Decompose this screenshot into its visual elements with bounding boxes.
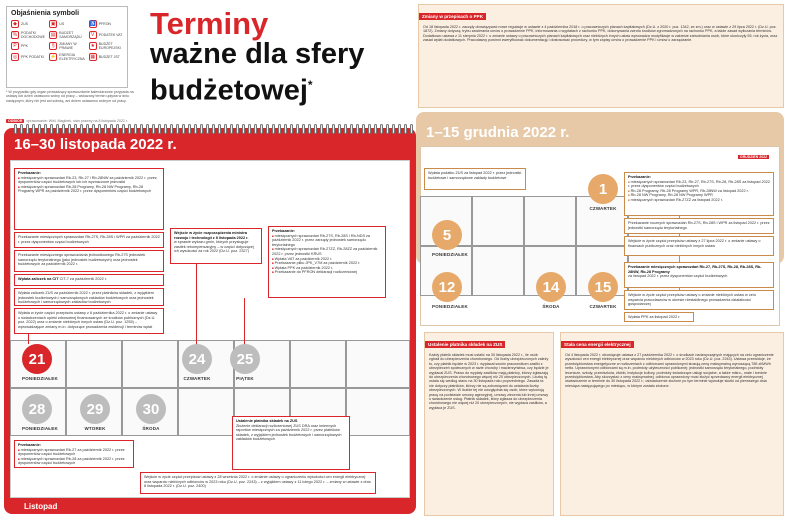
day-cell [178, 388, 234, 436]
day-15 [588, 272, 618, 309]
note-21-jst: Przekazanie miesięcznego sprawozdania jednostkowego Rb-27S jednostek samorządu terytorialnego (jako jednostek budżetowych) oraz jednostek budżetowych za październik 2022 r. [14, 250, 164, 272]
panel-zus-title: Ustalenie płatnika składek na ZUS [425, 341, 505, 348]
legend-item: ▤ BUDŻET SAMORZĄDU [50, 31, 82, 39]
ppk2-icon: ◎ [12, 54, 18, 60]
note-30-zus: Ustalenie płatnika składek na ZUS Złożenie deklaracji rozliczeniowej ZUS DRA oraz imiennych raportów miesięcznych za październik 2022 r. przez płatników składek, z wyjątkiem jednostek budżetowych i samorządowych zakładów budżetowych [232, 416, 350, 470]
day-12 [432, 272, 468, 309]
credits-tag: ODBIÓR [8, 119, 23, 123]
day-name: CZWARTEK [589, 206, 617, 211]
legend-item: § ZMIANY W PRAWIE [49, 42, 84, 50]
note-24-law: Wejście w życie rozporządzenia ministra rozwoju i technologii z 8 listopada 2022 r. w sprawie wykazu gmin, których przysługuje zasiłek rekompensacyjny – w części dotyczącej ich wysokości za rok 2022 (Dz.U. poz. 2327) [170, 228, 262, 264]
legend-box [6, 6, 128, 88]
legend-item: ◎ PPK PODATKI [12, 54, 45, 60]
day-21 [22, 344, 58, 381]
legend-title: Objaśnienia symboli [11, 10, 80, 17]
legend-item: ★ BUDŻET EUROPEJSKI [90, 42, 121, 50]
note-15-ppk: Wpłata PPK za listopad 2022 r. [624, 312, 694, 322]
note-15-law: Wejście w życie części przepisów ustawy o zmianie niektórych ustaw w celu wsparcia pracodawców w okresie niestabilnego prowadzenia działalności gospodarczej [624, 290, 774, 310]
day-number: 24 [182, 344, 212, 374]
us-icon: ▣ [50, 21, 56, 27]
budzet-icon: ▤ [50, 32, 56, 38]
note-1-rb27s: Przekazanie rocznych sprawozdań Rb-27S, Rb-28S i WPR za listopad 2022 r. przez jednostki samorządu terytorialnego [624, 218, 774, 234]
day-30 [136, 394, 166, 431]
day-cell [122, 340, 178, 388]
legend-item: ▦ BUDŻET JST [90, 54, 120, 60]
note-21-reports: Przekazanie: ■ miesięcznych sprawozdań Rb-23, Rb-27 i Rb-28NW za październik 2022 r. przez dysponentów części budżetowych lub ich wyznaczone jednostki ■ miesięcznych sprawozdań Rb-28 Programy, Rb-28 NW Programy, Rb-28 Programy WPR za październik 2022 r. przez dysponentów części budżetowych [14, 168, 164, 230]
note-15-reports: Przekazanie miesięcznych sprawozdań Rb-27, Rb-27S, Rb-28, Rb-28S, Rb-28NW, Rb-28 Programy za listopad 2022 r. przez dysponentów części budżetowych [624, 262, 774, 288]
day-cell [66, 340, 122, 388]
day-number: 25 [230, 344, 260, 374]
legend-item: ♿ PFRON [89, 21, 111, 27]
connector [196, 264, 197, 344]
panel-ppk [418, 4, 784, 108]
day-cell [524, 196, 576, 246]
day-cell [472, 196, 524, 246]
december-header: 1–15 grudnia 2022 r. [426, 124, 570, 141]
note-1-reports: Przekazanie: ■ miesięcznych sprawozdań Rb-23, Rb-27, Rb-27S, Rb-28, Rb-28S za listopad 2022 r. przez dysponentów części budżetowych ■ Rb-28 Programy, Rb-28 Programy WPR, Rb-28NW za listopad 2022 r. ■ Rb-28 NW Programy, Rb-28 NW Programy WPR ■ miesięcznych sprawozdań Rb-27ZZ za listopad 2022 r. [624, 172, 774, 216]
title-line-1: Terminy [150, 6, 269, 41]
energy-icon: ⚡ [50, 54, 57, 60]
pfron-icon: ♿ [89, 21, 96, 27]
note-5-zus: Wpłata podatku ZUS za listopad 2022 r. przez jednostki budżetowe i samorządowe zakłady budżetowe [424, 168, 526, 190]
note-30-law: Wejście w życie części przepisów ustawy z 28 września 2022 r. o zmianie ustawy o ograniczeniu wysokości cen energii elektrycznej oraz wsparciu niektórych odbiorców w 2023 roku (Dz.U. poz. 2243) – z wyjątkiem ustawy z 11 lutego 2022 r. – zmiany w ustawie z dnia 8 listopada 2022 r. (Dz.U. poz. 2400) [140, 472, 376, 494]
ppk-icon: P [11, 42, 19, 50]
legend-grid [11, 20, 123, 61]
panel-zus [424, 332, 554, 516]
day-number: 1 [588, 174, 618, 204]
day-number: 5 [432, 220, 462, 250]
vat-icon: V [89, 31, 97, 39]
legend-item: % PODATKI DOCHODOWE [12, 31, 45, 39]
day-name: PONIEDZIAŁEK [22, 426, 58, 431]
day-cell [346, 388, 410, 436]
day-cell [346, 340, 410, 388]
title-line-2: ważne dla sfery [150, 38, 365, 70]
day-cell [290, 340, 346, 388]
law-icon: § [49, 42, 57, 50]
day-number: 29 [80, 394, 110, 424]
note-21-cit: Wpłata zaliczek na CIT CIT-7 za październik 2022 r. [14, 274, 164, 286]
legend-item: ⚡ ENERGIA ELEKTRYCZNA [50, 53, 85, 61]
note-21-rb27s: Przekazanie miesięcznych sprawozdań Rb-27S, Rb-28S i WPR za październik 2022 r. przez dysponentów części budżetowych [14, 232, 164, 248]
day-24 [182, 344, 212, 381]
zus-icon: ◆ [11, 20, 19, 28]
day-25 [230, 344, 260, 381]
connector [244, 298, 245, 344]
title-asterisk: * [307, 78, 313, 92]
legend-item: V PODATEK VAT [89, 31, 123, 39]
panel-energy-body: Od 4 listopada 2022 r. obowiązuje ustawa z 27 października 2022 r. o środkach nadzwyczajnych mających na celu ograniczenie wysokości cen energii elektrycznej oraz wsparciu niektórych odbiorców w 2023 roku (Dz.U. poz. 2243). Ustawa przewiduje, że przedsiębiorstwa energetyczne w rozliczeniach z odbiorcami uprawnionymi stosują cenę maksymalną wynoszącą 785 zł/MWh netto. Uprawnionymi odbiorcami są m.in. podmioty użyteczności publicznej: jednostki samorządu terytorialnego, podmioty lecznicze, szkoły, przedszkola, żłobki, instytucje kultury, podmioty świadczące usługi socjalne, a także mikro-, małe i średnie przedsiębiorstwa. Aby skorzystać z ceny maksymalnej, odbiorca uprawniony musi złożyć sprzedawcy energii elektrycznej oświadczenie w terminie do 30 listopada 2022 r.; oświadczenie złożone po tym terminie wywołuje skutki od pierwszego dnia miesiąca następującego po miesiącu, w którym zostało złożone. [565, 353, 774, 388]
legend-item: P PPK [11, 42, 45, 50]
day-name: ŚRODA [142, 426, 160, 431]
budzet-ue-icon: ★ [90, 43, 95, 49]
day-number: 30 [136, 394, 166, 424]
day-28 [22, 394, 58, 431]
november-month-label: Listopad [24, 502, 58, 511]
bip-icon: ▦ [90, 54, 96, 60]
day-name: ŚRODA [542, 304, 560, 309]
day-number: 14 [536, 272, 566, 302]
day-number: 15 [588, 272, 618, 302]
day-29 [80, 394, 110, 431]
note-28-reports: Przekazanie: ■ miesięcznych sprawozdań Rb-27 za październik 2022 r. przez dysponentów części budżetowych ■ miesięcznych sprawozdań Rb-28 za październik 2022 r. przez dysponentów części budżetowych [14, 440, 134, 468]
day-number: 21 [22, 344, 52, 374]
note-21-law: Wpłata w życie części przepisów ustawy z 6 października 2022 r. o zmianie ustawy o świadczeniach opieki zdrowotnej finansowanych ze środków publicznych (Dz.U. poz. 2022) oraz o zmianie niektórych innych ustaw (Dz.U. poz. 1255) – wprowadzające zmiany m.in. dotyczące prowadzenia ewidencji i terminów wpłat [14, 308, 164, 334]
note-1-law: Wejście w życie części przepisów ustawy z 27 lipca 2022 r. o zmianie ustawy o finansach publicznych oraz niektórych innych ustaw [624, 236, 774, 256]
november-header: 16–30 listopada 2022 r. [14, 136, 177, 153]
day-name: PONIEDZIAŁEK [432, 252, 468, 257]
legend-item: ▣ US [50, 21, 65, 27]
title-line-3: budżetowej* [150, 74, 313, 107]
day-name: WTOREK [84, 426, 106, 431]
panel-ppk-title: Zmiany w przepisach o PPK [419, 13, 486, 20]
panel-energy [560, 332, 784, 516]
connector [28, 334, 29, 344]
day-name: CZWARTEK [183, 376, 211, 381]
credits [6, 119, 134, 123]
note-25-reports: Przekazanie: ■ miesięcznych sprawozdań Rb-27S, Rb-28S i Rb-NDS za październik 2022 r. przez zarządy jednostek samorządu terytorialnego ■ miesięcznych sprawozdań Rb-27ZZ, Rb-28ZZ za październik 2022 r. przez jednostki KRUS ■ Wpłata VAT za październik 2022 r. ■ Przekazanie pliku JPK_V7M za październik 2022 r. ■ Wpłata PPK za październik 2022 r. ■ Przekazanie do PFRON deklaracji rozliczeniowej [268, 226, 386, 298]
day-number: 12 [432, 272, 462, 302]
day-name: CZWARTEK [589, 304, 617, 309]
december-month-tag: GRUDZIEŃ 2022 [740, 155, 768, 159]
credits-text: opracowanie: Wiśl. Magibek, stan prawny na 8 listopada 2022 r. [26, 119, 128, 123]
day-1 [588, 174, 618, 211]
panel-zus-body: Każdy płatnik składek musi ustalić na 30 listopada 2022 r., ile osób zgłosił do ubezpieczenia chorobowego. Od liczby ubezpieczonych zależy to, czy płatnik będzie w 2023 r. wypłacał swoim pracownikom zasiłki z ubezpieczeń społecznych w razie choroby i macierzyństwa, czy będzie je wypłacał ZUS. Prawo do wypłaty zasiłków mają płatnicy, którzy zgłaszają do ubezpieczenia chorobowego więcej niż 20 ubezpieczonych. Liczbę tę ustala się według stanu na 30 listopada roku poprzedniego. Zasada ta nie dotyczy płatników, którzy nie są zobowiązani do ustalania liczby ubezpieczonych. W liczbie tej nie uwzględnia się osób, które wykonują pracę na podstawie umowy agencyjnej, umowy zlecenia lub innej umowy o świadczenie usług. Płatnik składek, który zgłasza do ubezpieczenia chorobowego nie więcej niż 20 ubezpieczonych, nie wypłaca zasiłków, a wypłaca je ZUS. [429, 353, 549, 410]
day-cell [472, 246, 524, 296]
day-14 [536, 272, 566, 309]
day-name: PONIEDZIAŁEK [22, 376, 58, 381]
day-name: PONIEDZIAŁEK [432, 304, 468, 309]
note-21-zus: Wpłata zaliczek ZUS za październik 2022 r. przez płatników składek, z wyjątkiem jednostek budżetowych i samorządowych zakładów budżetowych oraz jednostek budżetowych i samorządowych zakładów budżetowych [14, 288, 164, 306]
legend-item: ◆ ZUS [11, 20, 45, 28]
page-title [150, 8, 380, 107]
footnote: * W przypadku gdy organ prowadzący sprawozdanie kalendarzowe przypada na ustawę lub dzień ustawowo wolny od pracy – wskazany termin upływa w dniu następnym, który nie jest ani sobotą, ani dniem ustawowo wolnym od pracy. [6, 90, 134, 103]
panel-ppk-body: Od 18 listopada 2022 r. zaczęły obowiązywać nowe regulacje w ustawie z 4 października 2018 r. o pracowniczych planach kapitałowych (Dz.U. z 2020 r. poz. 1342, ze zm.) oraz w ustawie z 29 lipca 2022 r. (Dz.U. poz. 1872). Zmiany dotyczą: trybu zawierania umów o prowadzenie PPK, informowania o wypłatach z rachunku PPK, dokonywania zwrotu środków zgromadzonych na rachunku PPK, a także zasad wyliczania terminów. Dodatkowo ustawa z 11 sierpnia 2022 r. o zmianie ustawy o pracowniczych planach kapitałowych oraz niektórych innych ustaw wprowadza modyfikacje w zakresie zatrudniania osób, które ukończyły 55. rok życia, oraz zasad wpłat dodatkowych. Pracodawcy powinni zweryfikować dokumentację i dostosować procedury, w tym zapisy umów o prowadzenie PPK i umów o zarządzanie. [423, 25, 778, 43]
podatki-icon: % [12, 32, 18, 38]
day-number: 28 [22, 394, 52, 424]
day-name: PIĄTEK [236, 376, 254, 381]
day-5 [432, 220, 468, 257]
panel-energy-title: Stała cena energii elektrycznej [561, 341, 634, 348]
